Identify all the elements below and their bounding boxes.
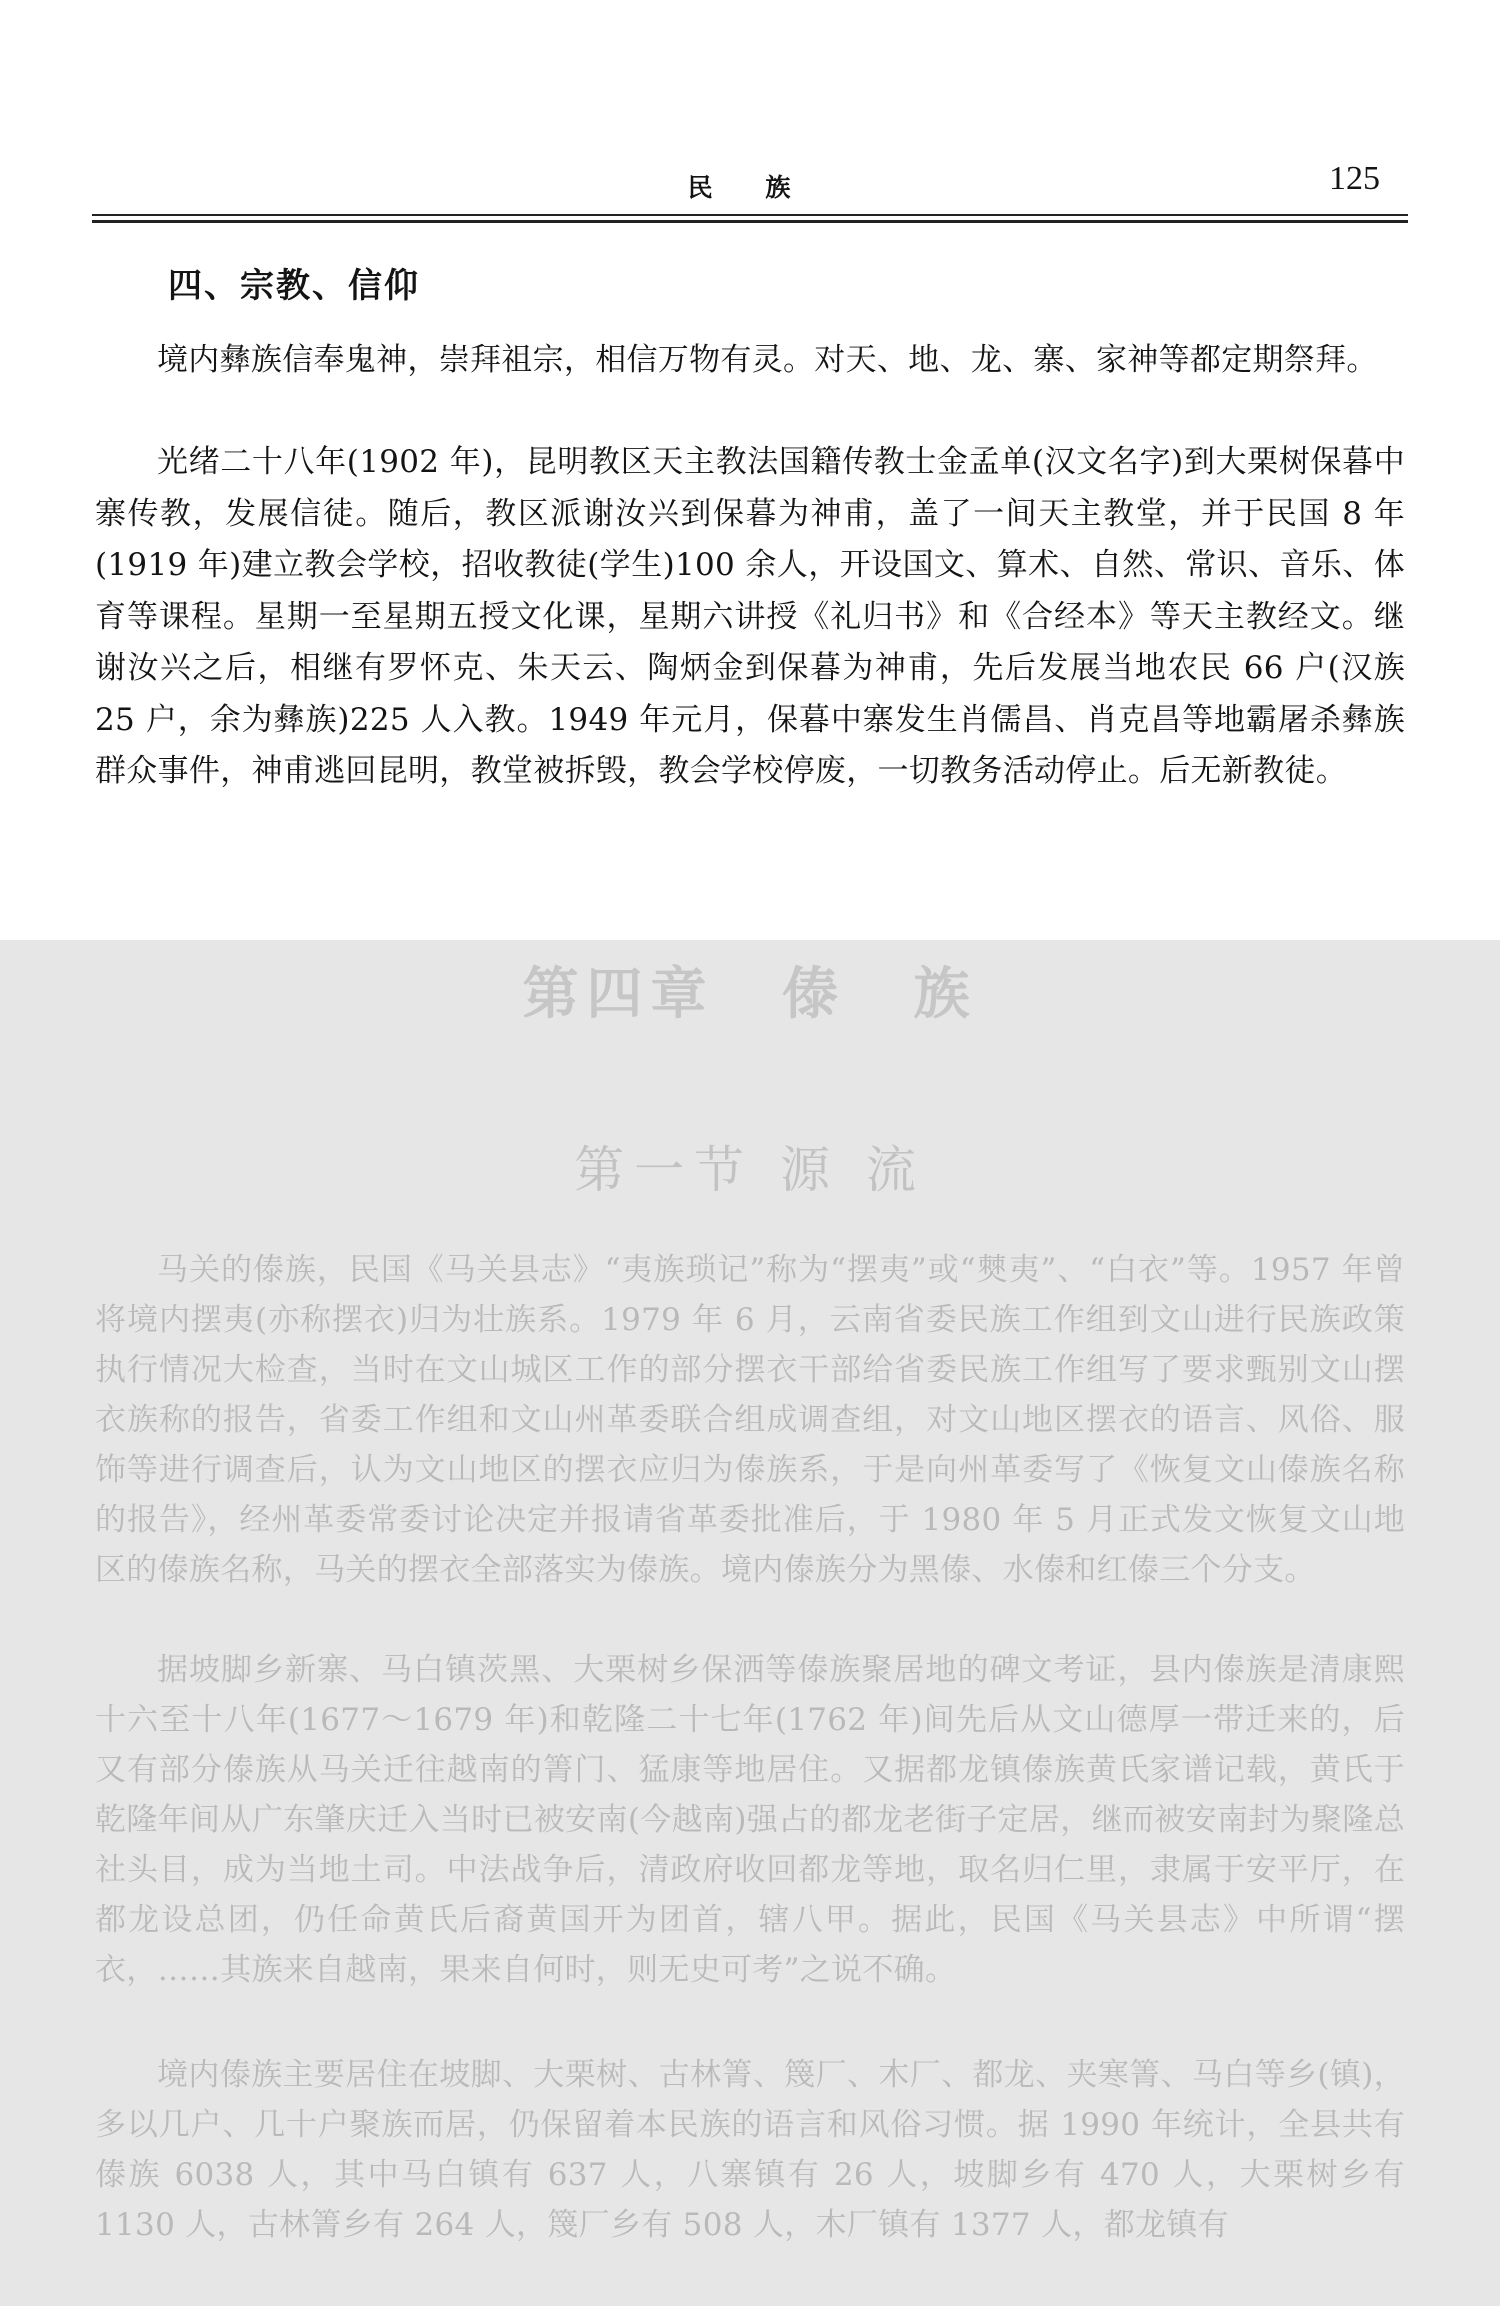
faded-paragraph-origin: 马关的傣族，民国《马关县志》“夷族琐记”称为“摆夷”或“僰夷”、“白衣”等。1957 年曾将境内摆夷(亦称摆衣)归为壮族系。1979 年 6 月，云南省委民族工作组到文山进行民族政策执行情况大检查，当时在文山城区工作的部分摆衣干部给省委民族工作组写了要求甄别文山摆衣族称的报告，省委工作组和文山州革委联合组成调查组，对文山地区摆衣的语言、风俗、服饰等进行调查后，认为文山地区的摆衣应归为傣族系，于是向州革委写了《恢复文山傣族名称的报告》，经州革委常委讨论决定并报请省革委批准后，于 1980 年 5 月正式发文恢复文山地区的傣族名称，马关的摆衣全部落实为傣族。境内傣族分为黑傣、水傣和红傣三个分支。 [95,1252,1405,1588]
paragraph-religion-belief: 境内彝族信奉鬼神，崇拜祖宗，相信万物有灵。对天、地、龙、寨、家神等都定期祭拜。 [157,342,1378,378]
page-number: 125 [1329,160,1380,197]
section-title: 第一节 源 流 [574,1141,926,1199]
paragraph-catholic-history: 光绪二十八年(1902 年)，昆明教区天主教法国籍传教士金孟单(汉文名字)到大栗树保暮中寨传教，发展信徒。随后，教区派谢汝兴到保暮为神甫，盖了一间天主教堂，并于民国 8 年(1919 年)建立教会学校，招收教徒(学生)100 余人，开设国文、算术、自然、常识、音乐、体育等课程。星期一至星期五授文化课，星期六讲授《礼归书》和《合经本》等天主教经文。继谢汝兴之后，相继有罗怀克、朱天云、陶炳金到保暮为神甫，先后发展当地农民 66 户(汉族 25 户，余为彝族)225 人入教。1949 年元月，保暮中寨发生肖儒昌、肖克昌等地霸屠杀彝族群众事件，神甫逃回昆明，教堂被拆毁，教会学校停废，一切教务活动停止。后无新教徒。 [95,444,1405,789]
faded-paragraph-distribution: 境内傣族主要居住在坡脚、大栗树、古林箐、篾厂、木厂、都龙、夹寒箐、马白等乡(镇)，多以几户、几十户聚族而居，仍保留着本民族的语言和风俗习惯。据 1990 年统计，全县共有傣族 6038 人，其中马白镇有 637 人，八寨镇有 26 人，坡脚乡有 470 人，大栗树乡有 1130 人，古林箐乡有 264 人，篾厂乡有 508 人，木厂镇有 1377 人，都龙镇有 [95,2057,1405,2243]
section-heading: 四、宗教、信仰 [168,266,420,306]
running-header [92,160,1408,200]
running-title: 民 族 [687,173,813,202]
header-rule-thin [92,214,1408,216]
chapter-title: 第四章 傣 族 [522,962,978,1027]
faded-paragraph-migration: 据坡脚乡新寨、马白镇茨黑、大栗树乡保洒等傣族聚居地的碑文考证，县内傣族是清康熙十六至十八年(1677～1679 年)和乾隆二十七年(1762 年)间先后从文山德厚一带迁来的，后又有部分傣族从马关迁往越南的箐门、猛康等地居住。又据都龙镇傣族黄氏家谱记载，黄氏于乾隆年间从广东肇庆迁入当时已被安南(今越南)强占的都龙老街子定居，继而被安南封为聚隆总社头目，成为当地土司。中法战争后，清政府收回都龙等地，取名归仁里，隶属于安平厅，在都龙设总团，仍任命黄氏后裔黄国开为团首，辖八甲。据此，民国《马关县志》中所谓“摆衣，……其族来自越南，果来自何时，则无史可考”之说不确。 [95,1652,1405,1988]
header-rule-thick [92,220,1408,223]
